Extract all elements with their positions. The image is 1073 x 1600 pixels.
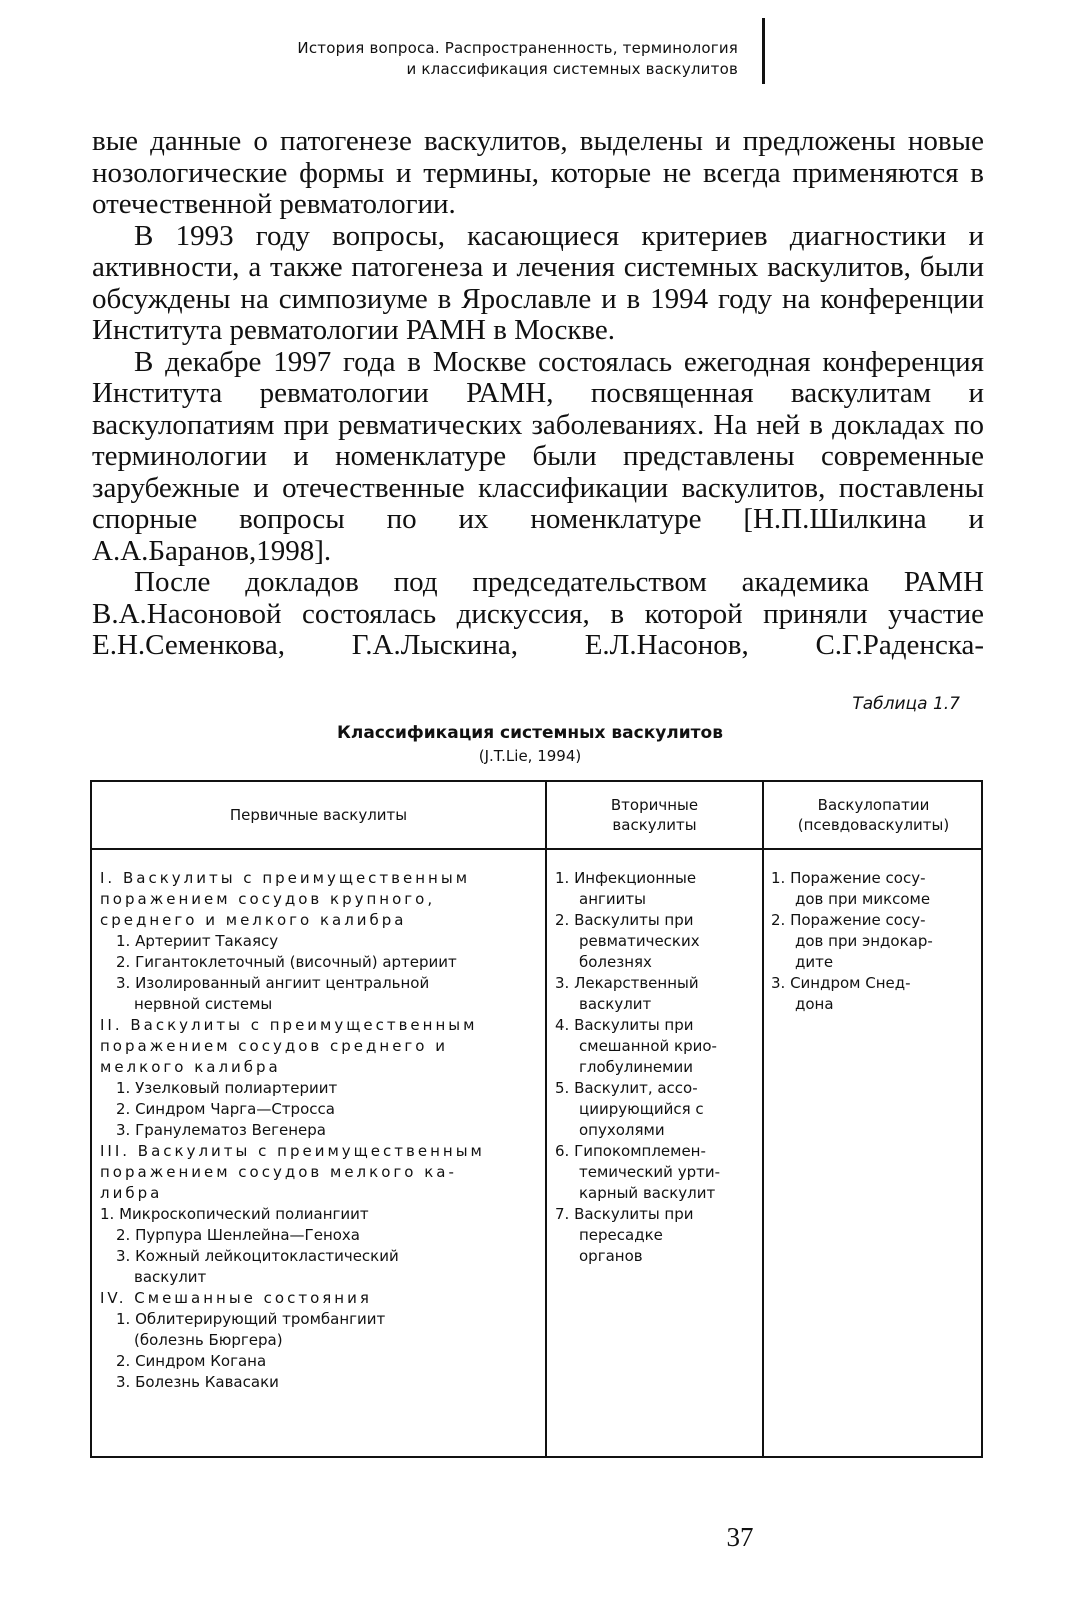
column-divider	[762, 782, 764, 1456]
list-item: 3. Лекарственный	[555, 974, 699, 992]
header-secondary-vasculitis	[547, 782, 762, 848]
list-item-continuation: карный васкулит	[579, 1184, 716, 1202]
paragraph: В 1993 году вопросы, касающиеся критериев диагностики и активности, а также патогенеза и лечения системных васкулитов, были обсуждены на симпозиуме в Ярославле и в 1994 году на конференции Института ревматологии РАМН в Москве.	[92, 219, 984, 346]
vasculopathies-column	[771, 868, 979, 1015]
list-item: 1. Микроскопический полиангиит	[100, 1205, 369, 1223]
table-number: Таблица 1.7	[852, 694, 960, 714]
list-item: 2. Синдром Чарга—Стросса	[116, 1100, 335, 1118]
list-item: 1. Инфекционные	[555, 869, 697, 887]
header-text: Васкулопатии	[817, 796, 930, 814]
list-item: 2. Поражение сосу-	[771, 911, 926, 929]
list-item: 1. Поражение сосу-	[771, 869, 926, 887]
group-heading: III. Васкулиты с преимущественным	[100, 1142, 485, 1160]
list-item: 6. Гипокомплемен-	[555, 1142, 706, 1160]
list-item: 3. Болезнь Кавасаки	[116, 1373, 279, 1391]
running-head	[180, 38, 738, 80]
list-item: 1. Узелковый полиартериит	[116, 1079, 338, 1097]
primary-vasculitis-column	[100, 868, 540, 1393]
list-item: 3. Синдром Снед-	[771, 974, 911, 992]
list-item-continuation: ревматических	[579, 932, 700, 950]
list-item: 3. Гранулематоз Вегенера	[116, 1121, 326, 1139]
column-divider	[545, 782, 547, 1456]
header-vasculopathies	[764, 782, 983, 848]
list-item-continuation: болезнях	[579, 953, 652, 971]
group-heading: I. Васкулиты с преимущественным	[100, 869, 471, 887]
list-item: 2. Гигантоклеточный (височный) артериит	[116, 953, 457, 971]
list-item-continuation: ангииты	[579, 890, 646, 908]
paragraph: вые данные о патогенезе васкулитов, выделены и предложены новые нозологические формы и термины, которые не всегда применяются в отечественной ревматологии.	[92, 125, 984, 220]
list-item-continuation: пересадке	[579, 1226, 663, 1244]
classification-table	[90, 780, 983, 1458]
group-heading: поражением сосудов мелкого ка-	[100, 1163, 457, 1181]
list-item-continuation: циирующийся с	[579, 1100, 704, 1118]
list-item: 2. Пурпура Шенлейна—Геноха	[116, 1226, 360, 1244]
running-head-rule	[762, 18, 765, 84]
list-item: 3. Изолированный ангиит центральной	[116, 974, 430, 992]
page-number: 37	[726, 1522, 754, 1552]
list-item: 2. Синдром Когана	[116, 1352, 267, 1370]
list-item: 1. Облитерирующий тромбангиит	[116, 1310, 386, 1328]
list-item-continuation: (болезнь Бюргера)	[134, 1331, 283, 1349]
list-item: 4. Васкулиты при	[555, 1016, 694, 1034]
list-item: 7. Васкулиты при	[555, 1205, 694, 1223]
list-item: 1. Артериит Такаясу	[116, 932, 279, 950]
list-item-continuation: нервной системы	[134, 995, 273, 1013]
group-heading: мелкого калибра	[100, 1058, 281, 1076]
header-divider	[92, 848, 981, 850]
header-text: Первичные васкулиты	[229, 806, 408, 824]
running-head-line: История вопроса. Распространенность, терминология	[297, 39, 738, 57]
paragraph: После докладов под председательством академика РАМН В.А.Насоновой состоялась дискуссия, в которой приняли участие Е.Н.Семенкова, Г.А.Лыскина, Е.Л.Насонов, С.Г.Раденска-	[92, 566, 984, 661]
list-item: 3. Кожный лейкоцитокластический	[116, 1247, 399, 1265]
paragraph: В декабре 1997 года в Москве состоялась ежегодная конференция Института ревматологии РАМН, посвященная васкулитам и васкулопатиям при ревматических заболеваниях. На ней в докладах по терминологии и номенклатуре были представлены современные зарубежные и отечественные классификации васкулитов, поставлены спорные вопросы по их номенклатуре [Н.П.Шилкина и А.А.Баранов,1998].	[92, 345, 984, 567]
list-item-continuation: глобулинемии	[579, 1058, 693, 1076]
table-title: Классификация системных васкулитов	[337, 723, 723, 743]
list-item: 2. Васкулиты при	[555, 911, 694, 929]
list-item-continuation: дите	[795, 953, 834, 971]
group-heading: IV. Смешанные состояния	[100, 1289, 372, 1307]
group-heading: II. Васкулиты с преимущественным	[100, 1016, 478, 1034]
group-heading: поражением сосудов крупного,	[100, 890, 436, 908]
list-item-continuation: опухолями	[579, 1121, 665, 1139]
list-item-continuation: дов при миксоме	[795, 890, 931, 908]
table-subtitle: (J.T.Lie, 1994)	[478, 747, 582, 765]
group-heading: поражением сосудов среднего и	[100, 1037, 448, 1055]
list-item-continuation: темический урти-	[579, 1163, 720, 1181]
body-text	[92, 126, 984, 662]
list-item-continuation: смешанной крио-	[579, 1037, 717, 1055]
list-item-continuation: васкулит	[134, 1268, 207, 1286]
list-item-continuation: васкулит	[579, 995, 652, 1013]
header-text: васкулиты	[612, 816, 697, 834]
header-text: Вторичные	[610, 796, 699, 814]
list-item-continuation: дов при эндокар-	[795, 932, 933, 950]
list-item-continuation: дона	[795, 995, 834, 1013]
header-text: (псевдоваскулиты)	[797, 816, 950, 834]
header-primary-vasculitis	[92, 782, 545, 848]
group-heading: среднего и мелкого калибра	[100, 911, 407, 929]
list-item: 5. Васкулит, ассо-	[555, 1079, 698, 1097]
secondary-vasculitis-column	[555, 868, 758, 1267]
group-heading: либра	[100, 1184, 163, 1202]
running-head-line: и классификация системных васкулитов	[406, 60, 738, 78]
list-item-continuation: органов	[579, 1247, 643, 1265]
